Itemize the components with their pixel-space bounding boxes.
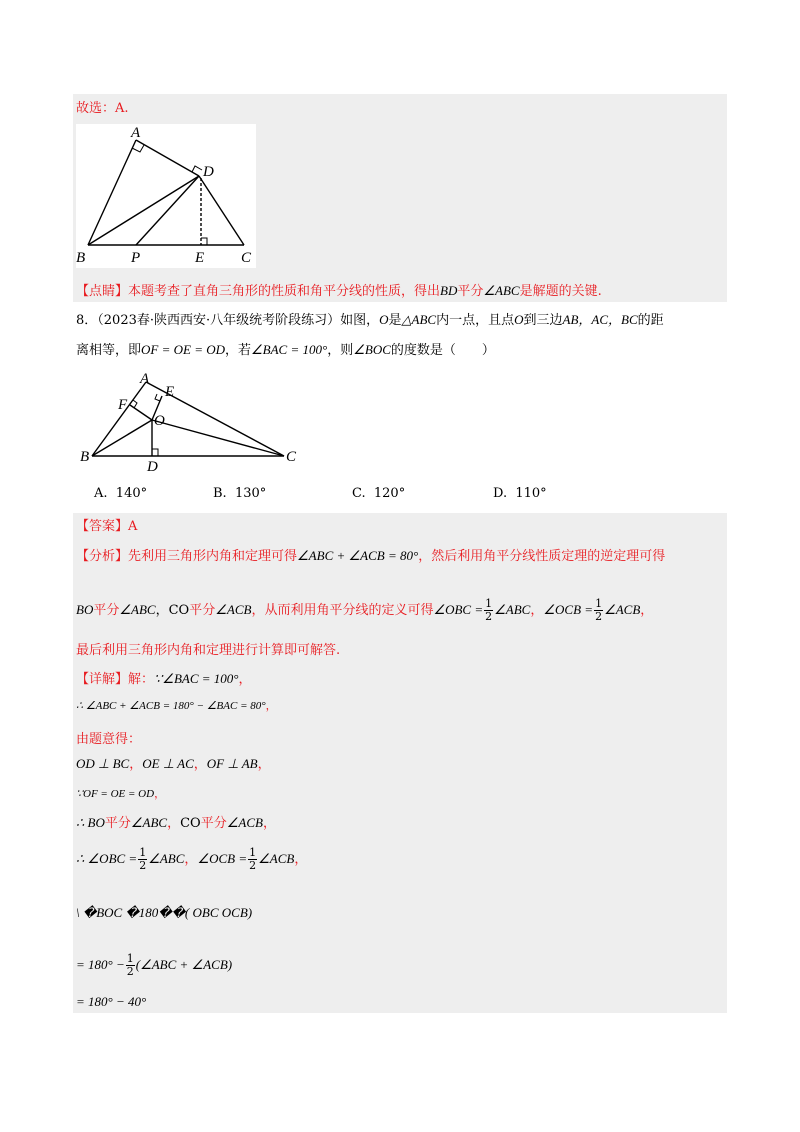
detail-line4: OD ⊥ BC，OE ⊥ AC，OF ⊥ AB， [76, 756, 271, 772]
key-point-line: 【点睛】本题考查了直角三角形的性质和角平分线的性质，得出BD平分∠ABC是解题的关键. [76, 283, 602, 299]
detail-line2: ∴ ∠ABC + ∠ACB = 180° − ∠BAC = 80°， [76, 699, 277, 712]
option-d: D. 110° [493, 486, 547, 501]
right-angle-d [152, 449, 158, 456]
label-e: E [195, 250, 205, 266]
fraction-half: $\frac{1}{2}$ [595, 597, 603, 623]
choice-line: 故选：A. [76, 101, 129, 116]
segment-bo [92, 420, 152, 456]
label-c: C [241, 250, 252, 266]
key-point-tag: 【点睛】 [76, 284, 129, 299]
analysis-tag: 【分析】 [76, 549, 129, 564]
label-a: A [140, 372, 150, 387]
label-b: B [76, 250, 86, 266]
detail-line10: = 180° − 40° [76, 994, 147, 1009]
label-d: D [147, 459, 158, 472]
question-8-figure [78, 372, 302, 472]
option-b: B. 130° [213, 486, 267, 501]
analysis-line3: 最后利用三角形内角和定理进行计算即可解答. [76, 643, 341, 658]
detail-line7: ∴ ∠OBC = $\frac{1}{2}$ ∠ABC，∠OCB = $\frac{1}{2}$ ∠ACB， [76, 846, 308, 872]
question-8-line2: 离相等，即OF = OE = OD，若∠BAC = 100°，则∠BOC的度数是（ ） [76, 342, 495, 358]
analysis-line2: BO平分∠ABC，CO平分∠ACB，从而利用角平分线的定义可得∠OBC = $\frac{1}{2}$ ∠ABC，∠OCB = $\frac{1}{2}$ ∠ACB， [76, 597, 654, 623]
detail-line3: 由题意得： [76, 732, 142, 747]
analysis-line1: 【分析】先利用三角形内角和定理可得∠ABC + ∠ACB = 80°，然后利用角平分线性质定理的逆定理可得 [76, 548, 666, 564]
fraction-half: $\frac{1}{2}$ [249, 846, 257, 872]
label-c: C [286, 449, 297, 465]
label-a: A [131, 125, 141, 141]
segment-oc [152, 420, 284, 456]
label-b: B [80, 449, 90, 465]
fraction-half: $\frac{1}{2}$ [485, 597, 493, 623]
label-o: O [154, 413, 165, 429]
detail-line1: 【详解】解：∵∠BAC = 100°， [76, 671, 252, 687]
detail-line8: \ �BOC �180��( OBC OCB) [76, 905, 253, 920]
option-a: A. 140° [94, 486, 148, 501]
label-p: P [131, 250, 141, 266]
segment-ba [92, 382, 146, 456]
detail-tag: 【详解】 [76, 672, 129, 687]
fraction-half: $\frac{1}{2}$ [139, 846, 147, 872]
question-8-line1: 8．（2023春·陕西西安·八年级统考阶段练习）如图，O是△ABC内一点，且点O到三边AB，AC，BC的距 [76, 312, 664, 328]
answer-line: 【答案】A [76, 519, 138, 534]
label-f: F [118, 397, 128, 413]
label-e: E [165, 384, 175, 400]
detail-line6: ∴ BO平分∠ABC，CO平分∠ACB， [76, 815, 276, 831]
detail-line5: ∵OF = OE = OD， [76, 787, 166, 800]
right-angle-e [155, 394, 160, 401]
fraction-half: $\frac{1}{2}$ [126, 952, 134, 978]
option-c: C. 120° [352, 486, 406, 501]
prev-figure [76, 124, 256, 268]
detail-line9: = 180° − $\frac{1}{2}$ (∠ABC + ∠ACB) [76, 952, 233, 978]
segment-of [130, 405, 152, 420]
label-d: D [203, 164, 214, 180]
